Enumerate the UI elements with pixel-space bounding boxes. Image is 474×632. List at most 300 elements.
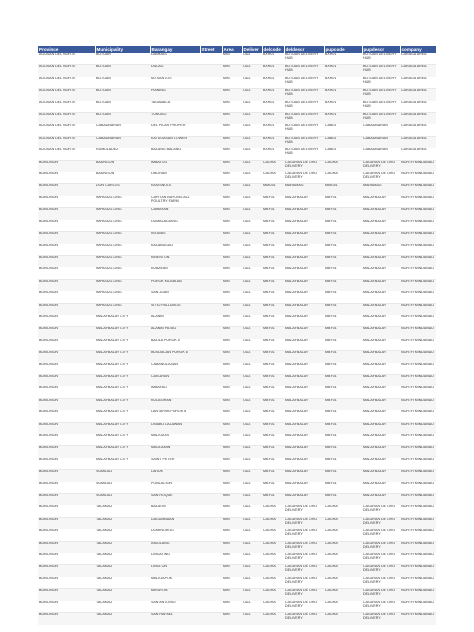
pupdescr-cell: MALAYBALAY [362, 386, 400, 398]
delcode-cell: BXH01 [262, 77, 284, 89]
company-cell: CARAGA AREA [400, 113, 436, 125]
pupcode-cell: MBY01 [324, 232, 362, 244]
province-cell: AGUSAN DEL NORTE [38, 89, 95, 101]
street-cell [200, 220, 222, 232]
municipality-cell: MALAYBALAY CITY [95, 398, 150, 410]
province-cell: BUKIDNON [38, 386, 95, 398]
company-cell: NORTH MINDANAO [400, 374, 436, 386]
barangay-cell: CAPITAN BAYONG ALL POULTRY FARM [150, 196, 200, 208]
deliver-cell: ODZ [242, 589, 262, 601]
pupdescr-cell: CAGAYAN DE ORO DELIVERY [362, 601, 400, 613]
delcode-cell: MBY01 [262, 458, 284, 470]
pupcode-cell: CAGHA [324, 565, 362, 577]
table-row[interactable] [38, 613, 436, 625]
municipality-cell: BUTUAN [95, 89, 150, 101]
column-header[interactable]: pupdescr [362, 46, 400, 53]
municipality-cell: BUTUAN [95, 53, 150, 65]
table-row[interactable] [38, 553, 436, 565]
area-cell: MIN [222, 220, 242, 232]
deldescr-cell: MALAYBALAY [284, 470, 324, 482]
pupcode-cell: MBY01 [324, 339, 362, 351]
barangay-cell: SAN ANTONIO [150, 601, 200, 613]
pupcode-cell: MBY01 [324, 494, 362, 506]
table-row[interactable] [38, 482, 436, 494]
pupcode-cell: CAB01 [324, 124, 362, 136]
table-row[interactable] [38, 434, 436, 446]
street-cell [200, 89, 222, 101]
deliver-cell: ODZ [242, 577, 262, 589]
pupcode-cell: MBY01 [324, 303, 362, 315]
area-cell: MIN [222, 255, 242, 267]
street-cell [200, 124, 222, 136]
delcode-cell: MBY01 [262, 327, 284, 339]
deliver-cell: ODZ [242, 398, 262, 410]
pupdescr-cell: CAGAYAN DE ORO DELIVERY [362, 613, 400, 625]
province-cell: BUKIDNON [38, 505, 95, 517]
company-cell: NORTH MINDANAO [400, 339, 436, 351]
barangay-cell: POBLACION [150, 482, 200, 494]
street-cell [200, 172, 222, 184]
company-cell: NORTH MINDANAO [400, 577, 436, 589]
table-row[interactable] [38, 196, 436, 208]
table-row[interactable] [38, 505, 436, 517]
deldescr-cell: MALAYBALAY [284, 315, 324, 327]
barangay-cell: CAWAYAN [150, 208, 200, 220]
company-cell: NORTH MINDANAO [400, 613, 436, 625]
table-row[interactable] [38, 267, 436, 279]
municipality-cell: RUMULADEZ [95, 148, 150, 160]
pupcode-cell: CAGHA [324, 613, 362, 625]
area-cell: MIN [222, 589, 242, 601]
company-cell: NORTH MINDANAO [400, 208, 436, 220]
deldescr-cell: CAGAYAN DE ORO DELIVERY [284, 613, 324, 625]
pupdescr-cell: CAGAYAN DE ORO DELIVERY [362, 517, 400, 529]
deliver-cell: ODZ [242, 446, 262, 458]
company-cell: NORTH MINDANAO [400, 363, 436, 375]
pupcode-cell: CAGHA [324, 529, 362, 541]
company-cell: NORTH MINDANAO [400, 303, 436, 315]
company-cell: NORTH MINDANAO [400, 458, 436, 470]
municipality-cell: TALAKAG [95, 577, 150, 589]
company-cell: NORTH MINDANAO [400, 267, 436, 279]
street-cell [200, 494, 222, 506]
delcode-cell: CAGHA [262, 577, 284, 589]
deliver-cell: ODZ [242, 482, 262, 494]
pupcode-cell: MBY01 [324, 255, 362, 267]
table-row[interactable] [38, 601, 436, 613]
deldescr-cell: MALAYBALAY [284, 267, 324, 279]
table-row[interactable] [38, 517, 436, 529]
barangay-cell: TUNGAO [150, 113, 200, 125]
deliver-cell: ODZ [242, 565, 262, 577]
street-cell [200, 565, 222, 577]
table-row[interactable] [38, 101, 436, 113]
table-row[interactable] [38, 172, 436, 184]
company-cell: NORTH MINDANAO [400, 351, 436, 363]
pupdescr-cell: MALAYBALAY [362, 327, 400, 339]
deldescr-cell: BUTUAN DELIVERY HUB [284, 65, 324, 77]
province-cell: BUKIDNON [38, 291, 95, 303]
deldescr-cell: MALAYBALAY [284, 458, 324, 470]
delcode-cell: BXH01 [262, 101, 284, 113]
company-cell: CARAGA AREA [400, 148, 436, 160]
table-row[interactable] [38, 208, 436, 220]
barangay-cell: IMBAYAO [150, 386, 200, 398]
company-cell: NORTH MINDANAO [400, 410, 436, 422]
column-header[interactable]: pupcode [324, 46, 362, 53]
table-row[interactable] [38, 339, 436, 351]
deliver-cell: ODZ [242, 77, 262, 89]
municipality-cell: SUMILAO [95, 494, 150, 506]
province-cell: AGUSAN DEL NORTE [38, 136, 95, 148]
table-row[interactable] [38, 577, 436, 589]
company-cell: NORTH MINDANAO [400, 386, 436, 398]
area-cell: MIN [222, 77, 242, 89]
province-cell: BUKIDNON [38, 374, 95, 386]
pupdescr-cell: CAGAYAN DE ORO DELIVERY [362, 505, 400, 517]
pupcode-cell: BXH01 [324, 113, 362, 125]
province-cell: AGUSAN DEL NORTE [38, 77, 95, 89]
delcode-cell: BXH01 [262, 65, 284, 77]
area-cell: MIN [222, 553, 242, 565]
delcode-cell: MMG01 [262, 184, 284, 196]
municipality-cell: IMPASUG-ONG [95, 196, 150, 208]
area-cell: MIN [222, 517, 242, 529]
municipality-cell: MALAYBALAY CITY [95, 374, 150, 386]
pupcode-cell: MBY01 [324, 482, 362, 494]
table-row[interactable] [38, 113, 436, 125]
province-cell: BUKIDNON [38, 398, 95, 410]
pupdescr-cell: BUTUAN DELIVERY HUB [362, 53, 400, 65]
province-cell: BUKIDNON [38, 303, 95, 315]
street-cell [200, 529, 222, 541]
area-cell: MIN [222, 53, 242, 65]
pupcode-cell: CAB01 [324, 136, 362, 148]
deliver-cell: ODZ [242, 553, 262, 565]
deldescr-cell: CAGAYAN DE ORO DELIVERY [284, 517, 324, 529]
pupcode-cell: CAGHA [324, 172, 362, 184]
area-cell: MIN [222, 434, 242, 446]
company-cell: CARAGA AREA [400, 101, 436, 113]
company-cell: NORTH MINDANAO [400, 196, 436, 208]
municipality-cell: IMPASUG-ONG [95, 267, 150, 279]
barangay-cell: SITIO PALLUBOG [150, 303, 200, 315]
delcode-cell: MBY01 [262, 363, 284, 375]
table-row[interactable] [38, 184, 436, 196]
delcode-cell: MBY01 [262, 422, 284, 434]
column-header[interactable]: Barangay [150, 46, 200, 53]
deliver-cell: ODZ [242, 160, 262, 172]
deliver-cell: ODZ [242, 470, 262, 482]
street-cell [200, 303, 222, 315]
street-cell [200, 244, 222, 256]
deliver-cell: ODZ [242, 196, 262, 208]
deliver-cell: ODZ [242, 517, 262, 529]
province-cell: BUKIDNON [38, 422, 95, 434]
municipality-cell: BUTUAN [95, 113, 150, 125]
table-row[interactable] [38, 53, 436, 65]
table-row[interactable] [38, 351, 436, 363]
pupcode-cell: MBY01 [324, 196, 362, 208]
barangay-cell: DANKIAS [150, 53, 200, 65]
table-row[interactable] [38, 65, 436, 77]
delcode-cell: CAGHA [262, 613, 284, 625]
municipality-cell: IMPASUG-ONG [95, 220, 150, 232]
deliver-cell: ODZ [242, 327, 262, 339]
table-body [38, 53, 436, 625]
municipality-cell: MALAYBALAY CITY [95, 386, 150, 398]
table-row[interactable] [38, 494, 436, 506]
company-cell: NORTH MINDANAO [400, 446, 436, 458]
street-cell [200, 196, 222, 208]
street-cell [200, 113, 222, 125]
pupcode-cell: MBY01 [324, 398, 362, 410]
barangay-cell: KALABUGAO [150, 244, 200, 256]
table-row[interactable] [38, 446, 436, 458]
pupcode-cell: MBY01 [324, 315, 362, 327]
area-cell: MIN [222, 196, 242, 208]
delcode-cell: MBY01 [262, 279, 284, 291]
deldescr-cell: BUTUAN DELIVERY HUB [284, 89, 324, 101]
barangay-cell: KATUGASAN LOWER [150, 136, 200, 148]
barangay-cell: LANTAPAN PUROK 8 [150, 410, 200, 422]
barangay-cell: INTAVAS [150, 232, 200, 244]
province-cell: BUKIDNON [38, 255, 95, 267]
company-cell: NORTH MINDANAO [400, 565, 436, 577]
province-cell: BUKIDNON [38, 184, 95, 196]
delcode-cell: MBY01 [262, 291, 284, 303]
table-row[interactable] [38, 89, 436, 101]
street-cell [200, 184, 222, 196]
company-cell: CARAGA AREA [400, 65, 436, 77]
deldescr-cell: MALAYBALAY [284, 327, 324, 339]
province-cell: BUKIDNON [38, 327, 95, 339]
municipality-cell: BUTUAN [95, 77, 150, 89]
table-row[interactable] [38, 529, 436, 541]
area-cell: MIN [222, 113, 242, 125]
area-cell: MIN [222, 339, 242, 351]
company-cell: NORTH MINDANAO [400, 184, 436, 196]
area-cell: MIN [222, 363, 242, 375]
deldescr-cell: BUTUAN DELIVERY HUB [284, 148, 324, 160]
column-header[interactable]: Street [200, 46, 222, 53]
table-row[interactable] [38, 255, 436, 267]
column-header[interactable]: delcode [262, 46, 284, 53]
pupcode-cell: MBY01 [324, 410, 362, 422]
table-row[interactable] [38, 327, 436, 339]
area-cell: MIN [222, 244, 242, 256]
barangay-cell: ALANIB [150, 315, 200, 327]
company-cell: NORTH MINDANAO [400, 553, 436, 565]
area-cell: MIN [222, 386, 242, 398]
street-cell [200, 482, 222, 494]
deldescr-cell: MALAYBALAY [284, 494, 324, 506]
deldescr-cell: MARAMAG [284, 184, 324, 196]
barangay-cell: IMBATOG [150, 160, 200, 172]
barangay-cell: BUSDACAN PUROK 6 [150, 351, 200, 363]
deldescr-cell: MALAYBALAY [284, 232, 324, 244]
pupdescr-cell: MALAYBALAY [362, 220, 400, 232]
delcode-cell: CAGHA [262, 160, 284, 172]
table-row[interactable] [38, 232, 436, 244]
column-header[interactable]: company [400, 46, 436, 53]
deliver-cell: ODZ [242, 136, 262, 148]
table-row[interactable] [38, 422, 436, 434]
table-row[interactable] [38, 291, 436, 303]
company-cell: NORTH MINDANAO [400, 470, 436, 482]
province-cell: BUKIDNON [38, 434, 95, 446]
table-row[interactable] [38, 77, 436, 89]
table-row[interactable] [38, 398, 436, 410]
deldescr-cell: BUTUAN DELIVERY HUB [284, 124, 324, 136]
province-cell: BUKIDNON [38, 458, 95, 470]
area-cell: MIN [222, 89, 242, 101]
table-row[interactable] [38, 565, 436, 577]
column-header[interactable]: Municipality [95, 46, 150, 53]
pupdescr-cell: MALAYBALAY [362, 196, 400, 208]
delcode-cell: MBY01 [262, 446, 284, 458]
delcode-cell: MBY01 [262, 232, 284, 244]
pupdescr-cell: MALAYBALAY [362, 232, 400, 244]
deldescr-cell: MALAYBALAY [284, 410, 324, 422]
delcode-cell: CAGHA [262, 529, 284, 541]
table-row[interactable] [38, 470, 436, 482]
barangay-cell: KULASIHAN [150, 398, 200, 410]
table-row[interactable] [38, 148, 436, 160]
barangay-cell: DEL PILAR PROPER [150, 124, 200, 136]
pupcode-cell: BXH01 [324, 53, 362, 65]
delcode-cell: MBY01 [262, 482, 284, 494]
table-row[interactable] [38, 303, 436, 315]
table-row[interactable] [38, 410, 436, 422]
deliver-cell: ODZ [242, 113, 262, 125]
barangay-cell: INDULANG [150, 541, 200, 553]
table-row[interactable] [38, 315, 436, 327]
deliver-cell: ODZ [242, 220, 262, 232]
province-cell: BUKIDNON [38, 267, 95, 279]
deliver-cell: ODZ [242, 65, 262, 77]
pupdescr-cell: CAGAYAN DE ORO DELIVERY [362, 160, 400, 172]
deldescr-cell: MALAYBALAY [284, 220, 324, 232]
deliver-cell: ODZ [242, 315, 262, 327]
deliver-cell: ODZ [242, 410, 262, 422]
table-row[interactable] [38, 220, 436, 232]
delcode-cell: CAGHA [262, 541, 284, 553]
deldescr-cell: MALAYBALAY [284, 422, 324, 434]
pupdescr-cell: MALAYBALAY [362, 244, 400, 256]
company-cell: CARAGA AREA [400, 89, 436, 101]
table-row[interactable] [38, 458, 436, 470]
municipality-cell: MALAYBALAY CITY [95, 434, 150, 446]
street-cell [200, 470, 222, 482]
barangay-cell: SAN RAFAEL [150, 613, 200, 625]
area-cell: MIN [222, 267, 242, 279]
column-header[interactable]: deldescr [284, 46, 324, 53]
barangay-cell: SAN JUAN [150, 291, 200, 303]
deliver-cell: ODZ [242, 505, 262, 517]
municipality-cell: IMPASUG-ONG [95, 291, 150, 303]
municipality-cell: TALAKAG [95, 505, 150, 517]
pupdescr-cell: MALAYBALAY [362, 208, 400, 220]
deldescr-cell: MALAYBALAY [284, 339, 324, 351]
deldescr-cell: BUTUAN DELIVERY HUB [284, 101, 324, 113]
pupdescr-cell: MALAYBALAY [362, 482, 400, 494]
column-header[interactable]: Area [222, 46, 242, 53]
pupdescr-cell: MALAYBALAY [362, 398, 400, 410]
pupcode-cell: MBY01 [324, 434, 362, 446]
province-cell: BUKIDNON [38, 470, 95, 482]
area-cell: MIN [222, 279, 242, 291]
deliver-cell: ODZ [242, 232, 262, 244]
province-cell: BUKIDNON [38, 208, 95, 220]
area-cell: MIN [222, 398, 242, 410]
table-row[interactable] [38, 160, 436, 172]
table-row[interactable] [38, 589, 436, 601]
municipality-cell: IMPASUG-ONG [95, 232, 150, 244]
pupcode-cell: BXH01 [324, 101, 362, 113]
table-row[interactable] [38, 124, 436, 136]
deliver-cell: ODZ [242, 124, 262, 136]
barangay-cell: SAINT PETER [150, 458, 200, 470]
pupdescr-cell: CAGAYAN DE ORO DELIVERY [362, 172, 400, 184]
pupcode-cell: MBY01 [324, 386, 362, 398]
municipality-cell: MALAYBALAY CITY [95, 363, 150, 375]
table-row[interactable] [38, 374, 436, 386]
area-cell: MIN [222, 148, 242, 160]
company-cell: NORTH MINDANAO [400, 291, 436, 303]
street-cell [200, 232, 222, 244]
street-cell [200, 446, 222, 458]
table-row[interactable] [38, 363, 436, 375]
delcode-cell: CAGHA [262, 565, 284, 577]
pupdescr-cell: MALAYBALAY [362, 410, 400, 422]
table-row[interactable] [38, 279, 436, 291]
company-cell: NORTH MINDANAO [400, 172, 436, 184]
pupdescr-cell: MALAYBALAY [362, 255, 400, 267]
street-cell [200, 315, 222, 327]
pupcode-cell: MBY01 [324, 458, 362, 470]
company-cell: NORTH MINDANAO [400, 398, 436, 410]
delcode-cell: MBY01 [262, 208, 284, 220]
pupcode-cell: MMG01 [324, 184, 362, 196]
company-cell: CARAGA AREA [400, 77, 436, 89]
delcode-cell: MBY01 [262, 374, 284, 386]
area-cell: MIN [222, 315, 242, 327]
area-cell: MIN [222, 327, 242, 339]
company-cell: NORTH MINDANAO [400, 601, 436, 613]
street-cell [200, 77, 222, 89]
province-cell: BUKIDNON [38, 220, 95, 232]
delcode-cell: CAGHA [262, 172, 284, 184]
street-cell [200, 613, 222, 625]
deliver-cell: ODZ [242, 291, 262, 303]
table-row[interactable] [38, 136, 436, 148]
deliver-cell: ODZ [242, 386, 262, 398]
pupcode-cell: MBY01 [324, 470, 362, 482]
column-header[interactable]: Province [38, 46, 95, 53]
pupdescr-cell: MALAYBALAY [362, 470, 400, 482]
pupdescr-cell: BUTUAN DELIVERY HUB [362, 77, 400, 89]
table-row[interactable] [38, 541, 436, 553]
barangay-cell: MALIGAPOK [150, 577, 200, 589]
deldescr-cell: MALAYBALAY [284, 255, 324, 267]
pupdescr-cell: BUTUAN DELIVERY HUB [362, 113, 400, 125]
table-row[interactable] [38, 244, 436, 256]
table-row[interactable] [38, 386, 436, 398]
municipality-cell: MALAYBALAY CITY [95, 315, 150, 327]
pupcode-cell: MBY01 [324, 291, 362, 303]
column-header[interactable]: Deliver [242, 46, 262, 53]
